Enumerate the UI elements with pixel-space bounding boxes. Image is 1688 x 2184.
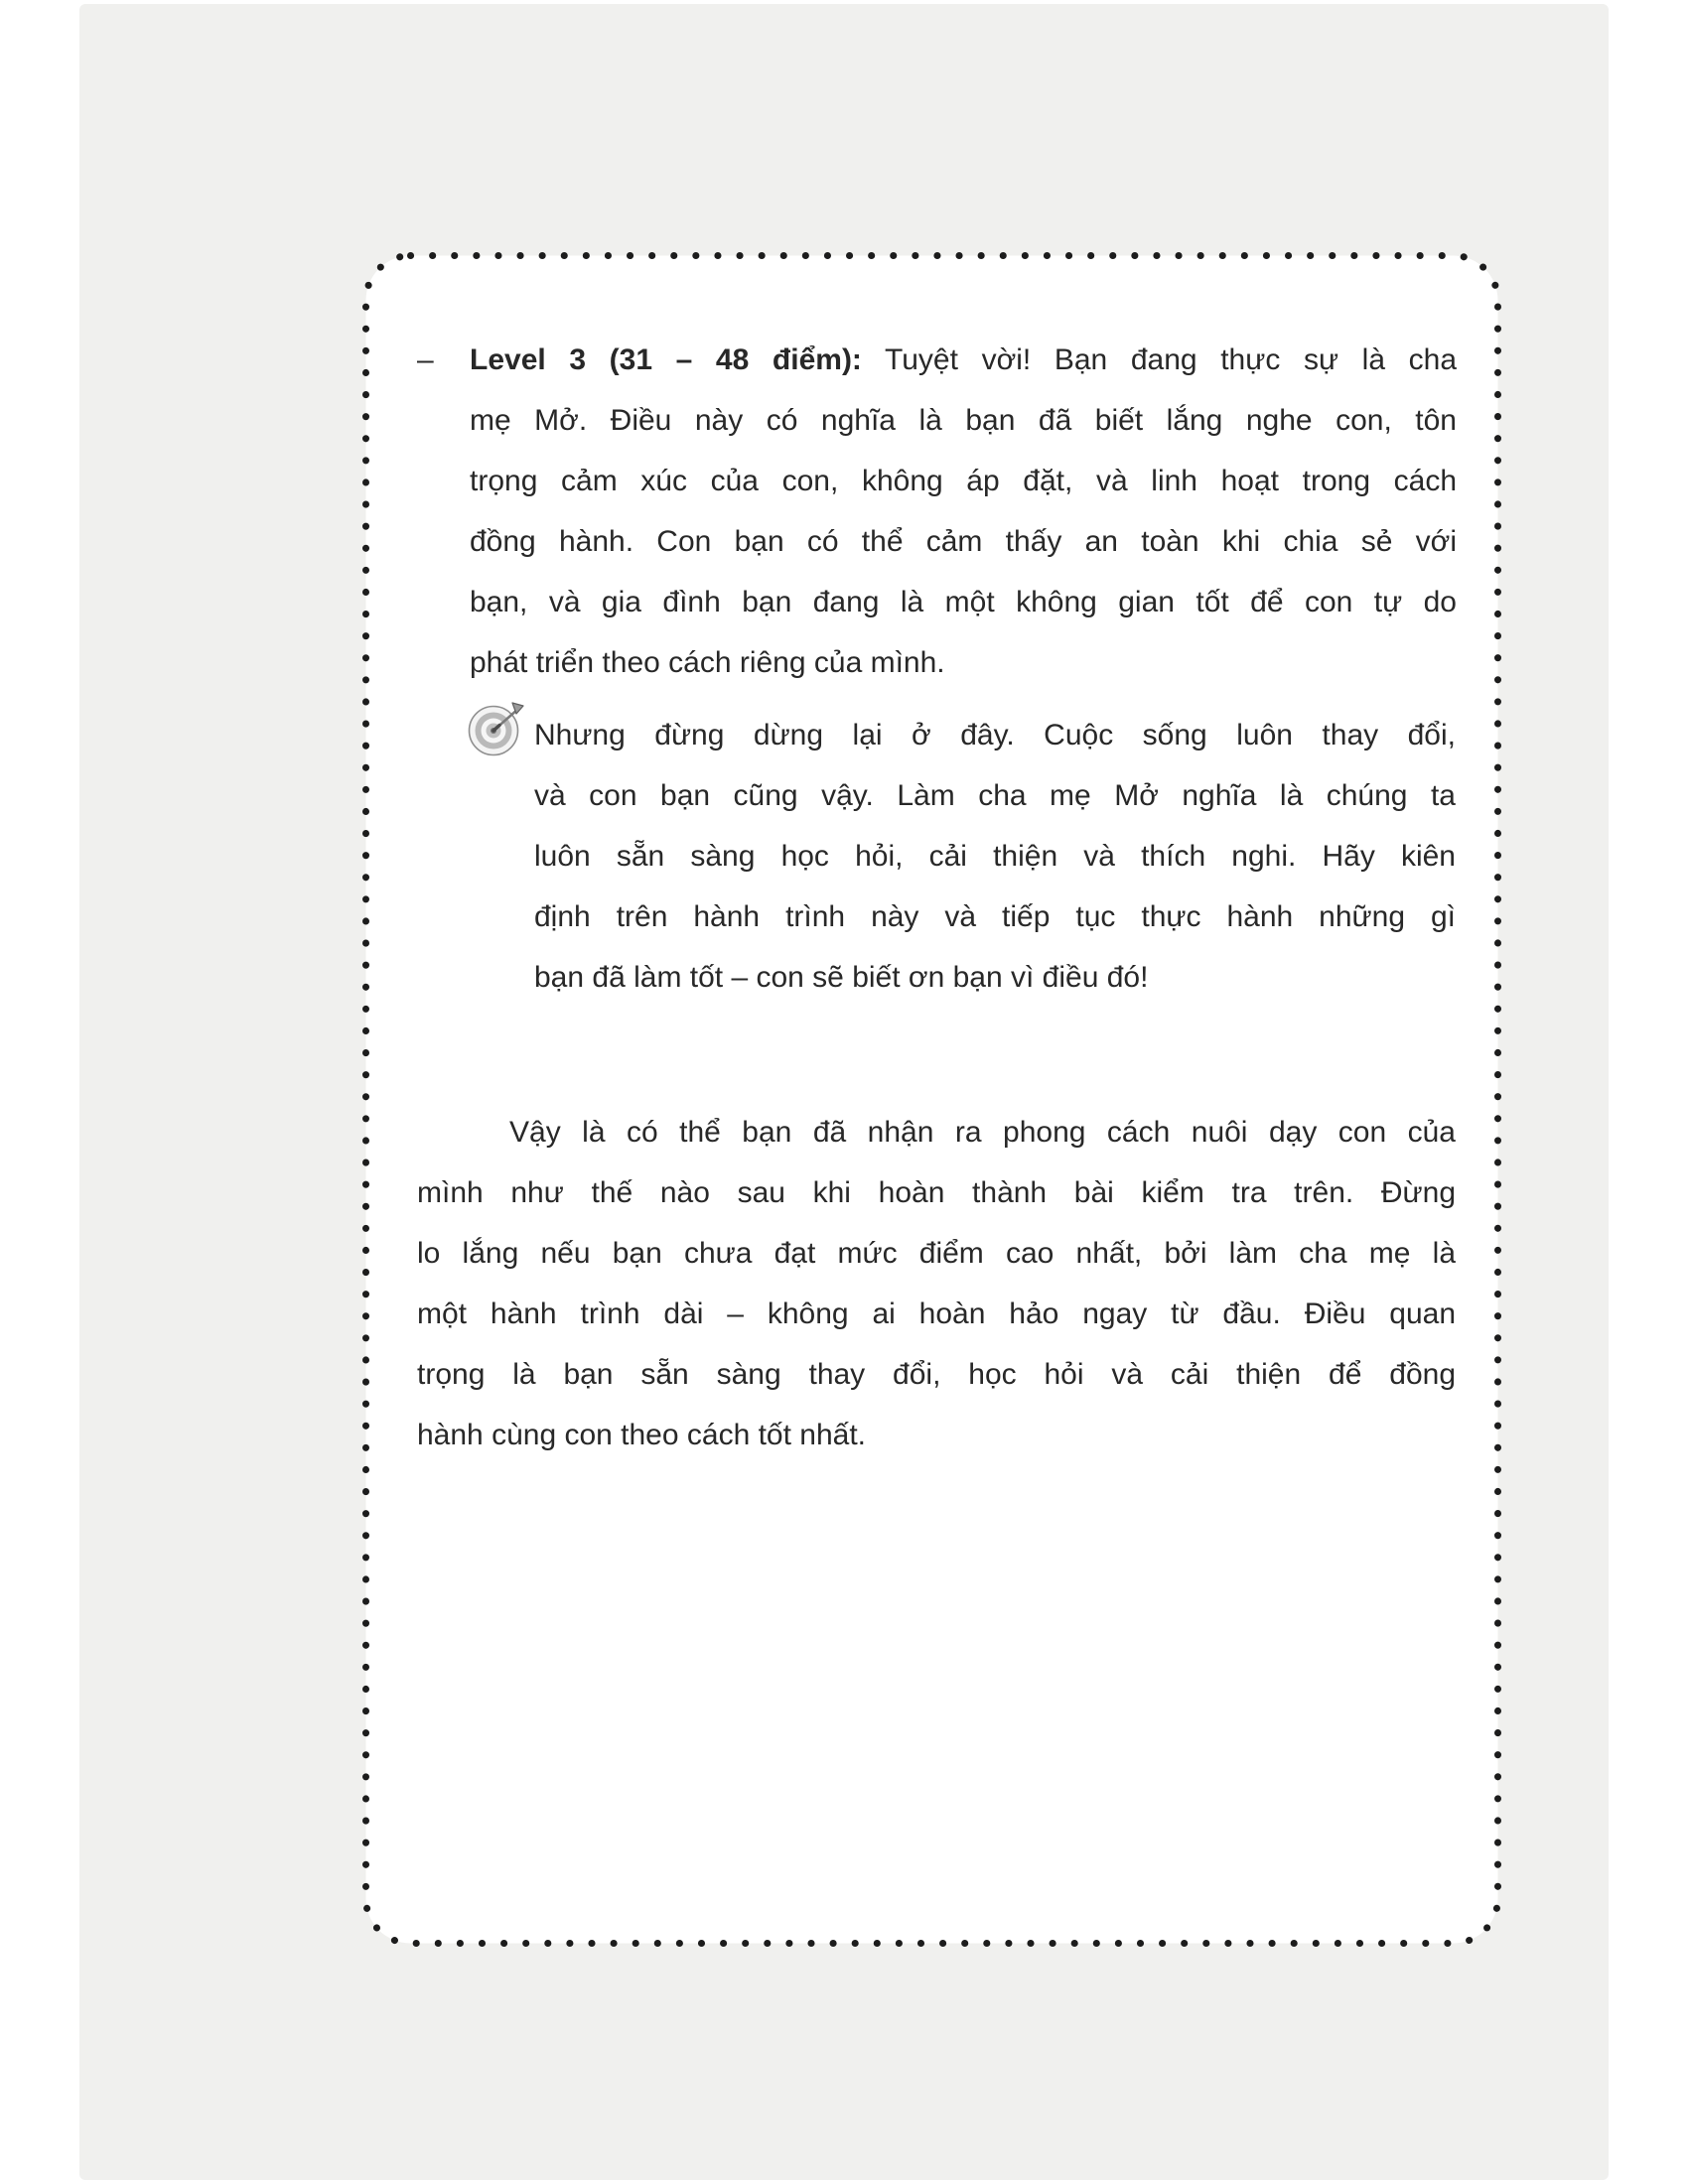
level-3-line: phát triển theo cách riêng của mình. [470,646,945,679]
level-3-line: đồng hành. Con bạn có thể cảm thấy an toàn khi chia sẻ với [470,525,1457,558]
level-3-line: bạn, và gia đình bạn đang là một không gian tốt để con tự do [470,586,1457,618]
level-3-line: trọng cảm xúc của con, không áp đặt, và linh hoạt trong cách [470,465,1457,497]
list-dash-marker: – [417,343,434,376]
tip-paragraph [534,705,1456,1008]
closing-line: một hành trình dài – không ai hoàn hảo ngay từ đầu. Điều quan [417,1297,1456,1330]
level-3-label: Level 3 (31 – 48 điểm): [470,343,862,376]
closing-line: hành cùng con theo cách tốt nhất. [417,1419,867,1451]
dart-target-icon [462,701,529,760]
tip-line: Nhưng đừng dừng lại ở đây. Cuộc sống luôn thay đổi, [534,719,1456,751]
dotted-result-card [362,252,1501,1947]
closing-line: trọng là bạn sẵn sàng thay đổi, học hỏi và cải thiện để đồng [417,1358,1456,1391]
closing-line: Vậy là có thể bạn đã nhận ra phong cách nuôi dạy con của [509,1116,1456,1149]
level-3-line [470,330,1457,390]
tip-line: luôn sẵn sàng học hỏi, cải thiện và thích nghi. Hãy kiên [534,840,1456,873]
level-3-line1-text: Tuyệt vời! Bạn đang thực sự là cha [885,343,1457,376]
level-3-paragraph [470,330,1457,693]
tip-line: và con bạn cũng vậy. Làm cha mẹ Mở nghĩa là chúng ta [534,779,1456,812]
book-page [79,4,1609,2180]
card-content [362,252,1501,1947]
tip-line: định trên hành trình này và tiếp tục thực hành những gì [534,900,1456,933]
closing-paragraph [417,1102,1456,1465]
closing-line: lo lắng nếu bạn chưa đạt mức điểm cao nhất, bởi làm cha mẹ là [417,1237,1456,1270]
tip-line: bạn đã làm tốt – con sẽ biết ơn bạn vì điều đó! [534,961,1149,994]
closing-line: mình như thế nào sau khi hoàn thành bài kiểm tra trên. Đừng [417,1176,1456,1209]
level-3-line: mẹ Mở. Điều này có nghĩa là bạn đã biết lắng nghe con, tôn [470,404,1457,437]
